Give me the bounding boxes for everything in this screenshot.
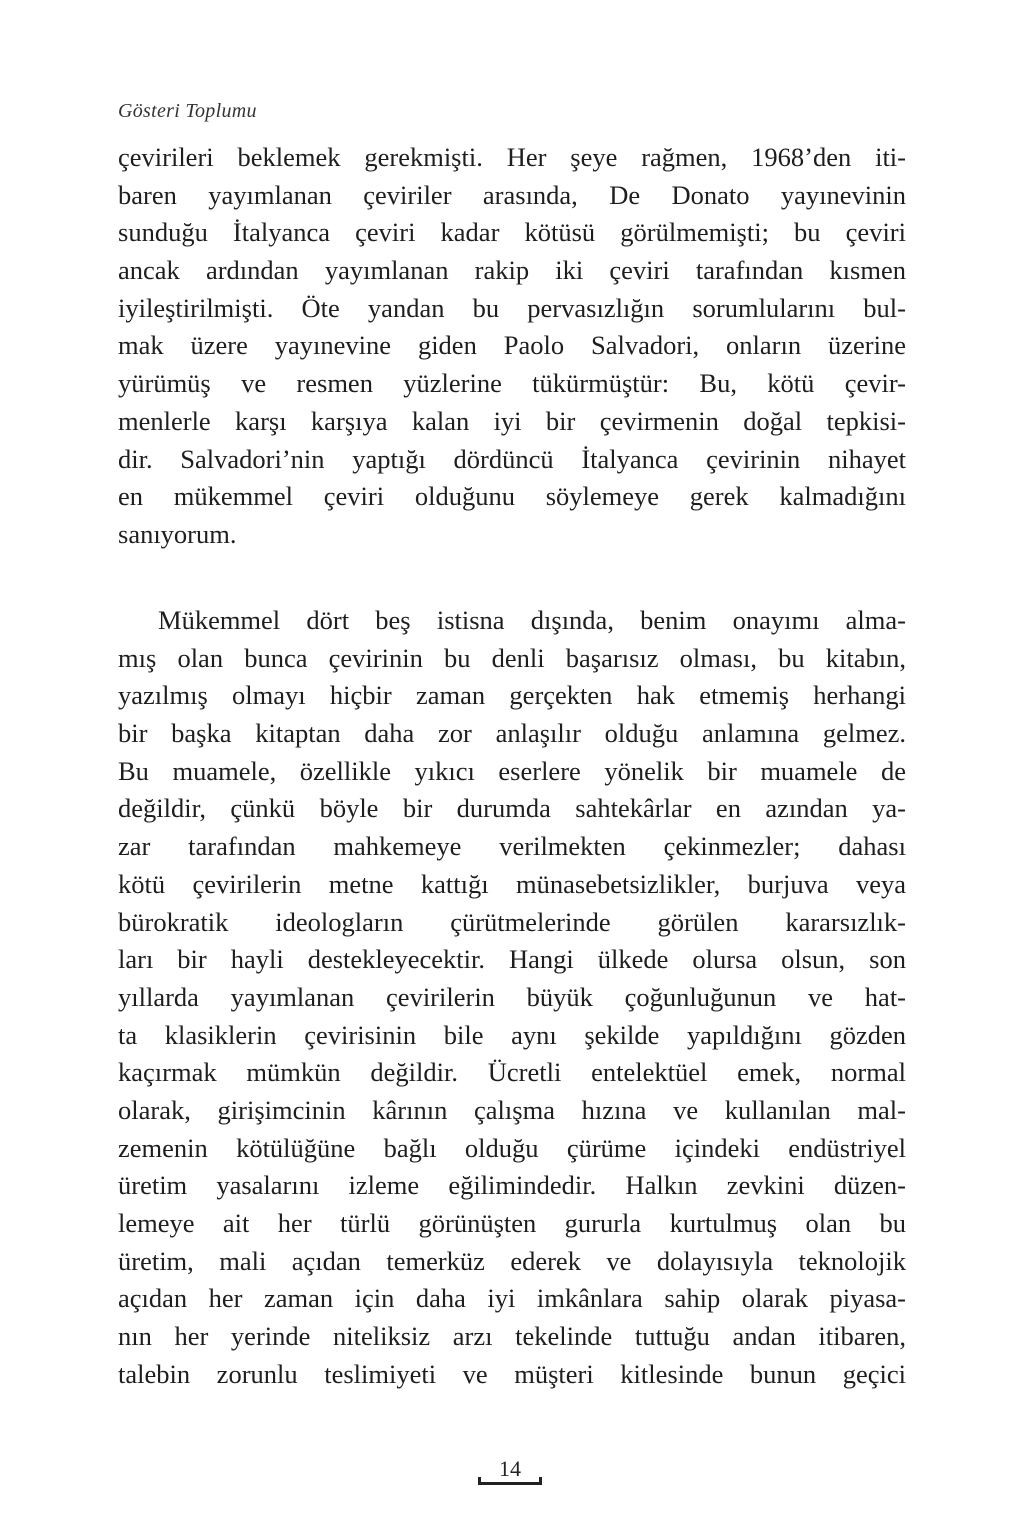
text-line: Bu muamele, özellikle yıkıcı eserlere yönelik bir muamele de <box>118 755 906 786</box>
text-line: kötü çevirilerin metne kattığı münasebetsizlikler, burjuva veya <box>118 868 906 899</box>
text-line: sanıyorum. <box>118 518 237 549</box>
page-number: 14 <box>499 1456 521 1481</box>
folio-rule <box>478 1482 542 1485</box>
text-line: açıdan her zaman için daha iyi imkânlara sahip olarak piyasa- <box>118 1283 906 1314</box>
text-line: yıllarda yayımlanan çevirilerin büyük çoğunluğunun ve hat- <box>118 981 906 1012</box>
text-line: zar tarafından mahkemeye verilmekten çekinmezler; dahası <box>118 831 906 862</box>
text-line: üretim, mali açıdan temerküz ederek ve dolayısıyla teknolojik <box>118 1245 906 1276</box>
text-line: sunduğu İtalyanca çeviri kadar kötüsü görülmemişti; bu çeviri <box>118 217 906 248</box>
page-footer <box>470 1456 550 1482</box>
text-line: ları bir hayli destekleyecektir. Hangi ülkede olursa olsun, son <box>118 944 906 975</box>
text-line: çevirileri beklemek gerekmişti. Her şeye rağmen, 1968’den iti- <box>118 142 906 172</box>
text-line: yazılmış olmayı hiçbir zaman gerçekten hak etmemiş herhangi <box>118 680 906 711</box>
running-header: Gösteri Toplumu <box>118 100 257 122</box>
text-line: baren yayımlanan çeviriler arasında, De Donato yayınevinin <box>118 179 906 210</box>
text-line: iyileştirilmişti. Öte yandan bu pervasızlığın sorumlularını bul- <box>118 292 906 323</box>
text-line: mak üzere yayınevine giden Paolo Salvadori, onların üzerine <box>118 330 906 361</box>
text-line: zemenin kötülüğüne bağlı olduğu çürüme içindeki endüstriyel <box>118 1132 906 1163</box>
text-line: dir. Salvadori’nin yaptığı dördüncü İtalyanca çevirinin nihayet <box>118 443 906 474</box>
paragraph-1 <box>118 139 906 554</box>
text-line: menlerle karşı karşıya kalan iyi bir çevirmenin doğal tepkisi- <box>118 405 906 436</box>
text-line: ta klasiklerin çevirisinin bile aynı şekilde yapıldığını gözden <box>118 1019 906 1050</box>
text-line: mış olan bunca çevirinin bu denli başarısız olması, bu kitabın, <box>118 642 906 673</box>
text-line: lemeye ait her türlü görünüşten gururla kurtulmuş olan bu <box>118 1208 906 1238</box>
text-line: değildir, çünkü böyle bir durumda sahtekârlar en azından ya- <box>118 793 906 824</box>
text-line: nın her yerinde niteliksiz arzı tekelinde tuttuğu andan itibaren, <box>118 1321 906 1352</box>
text-line: üretim yasalarını izleme eğilimindedir. Halkın zevkini düzen- <box>118 1170 906 1201</box>
text-line: talebin zorunlu teslimiyeti ve müşteri kitlesinde bunun geçici <box>118 1358 906 1389</box>
text-line: kaçırmak mümkün değildir. Ücretli entelektüel emek, normal <box>118 1057 906 1088</box>
text-line: bir başka kitaptan daha zor anlaşılır olduğu anlamına gelmez. <box>118 718 906 749</box>
text-line: Mükemmel dört beş istisna dışında, benim onayımı alma- <box>158 605 906 635</box>
paragraph-2 <box>118 602 906 1393</box>
text-line: olarak, girişimcinin kârının çalışma hızına ve kullanılan mal- <box>118 1094 906 1125</box>
text-line: yürümüş ve resmen yüzlerine tükürmüştür: Bu, kötü çevir- <box>118 368 906 399</box>
text-line: en mükemmel çeviri olduğunu söylemeye gerek kalmadığını <box>118 481 906 512</box>
text-line: ancak ardından yayımlanan rakip iki çeviri tarafından kısmen <box>118 255 906 286</box>
text-line: bürokratik ideologların çürütmelerinde görülen kararsızlık- <box>118 906 906 937</box>
